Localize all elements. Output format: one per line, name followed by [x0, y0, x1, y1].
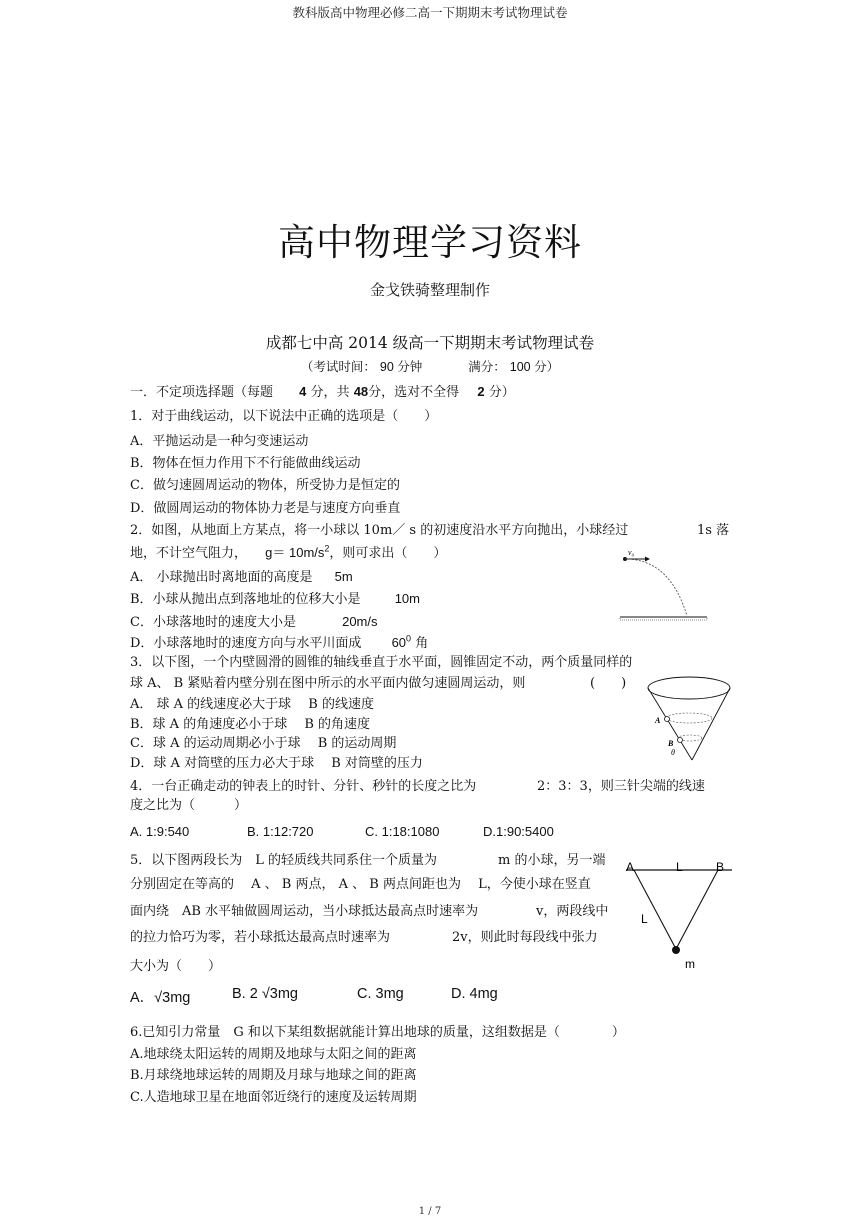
q4-stem-line1: 4．一台正确走动的钟表上的时针、分针、秒针的长度之比为: [130, 779, 477, 794]
q5-label-l-top: L: [676, 860, 683, 874]
q2-option-c-text: C．小球落地时的速度大小是: [130, 615, 296, 630]
q2-option-c-value: 20m/s: [342, 614, 378, 629]
exam-title: 成都七中高 2014 级高一下期期末考试物理试卷: [265, 334, 595, 352]
q2-arrow-head: [645, 557, 650, 562]
q5-line2: 分别固定在等高的 A 、 B 两点， A 、 B 两点间距也为 L，今使小球在竖直: [130, 877, 591, 892]
q3-paren: ( ): [590, 676, 627, 691]
q5-option-a: A．√3mg: [130, 990, 191, 1006]
q5-line1-tail: m 的小球，另一端: [498, 853, 606, 868]
page-header: 教科版高中物理必修二高一下期期末考试物理试卷: [292, 5, 568, 20]
q5-label-a: A: [626, 860, 635, 874]
q2-v0-label: v₀: [628, 548, 635, 557]
q3-orbit-a: [666, 713, 712, 723]
q5-line4-tail: 2v，则此时每段线中张力: [452, 930, 598, 945]
q6-option-b: B.月球绕地球运转的周期及月球与地球之间的距离: [130, 1068, 417, 1083]
section-num-3: 2: [477, 384, 485, 399]
q3-option-b: B．球 A 的角速度必小于球 B 的角速度: [130, 717, 371, 732]
q5-label-m: m: [685, 957, 695, 971]
section-text-d: 分）: [488, 385, 515, 400]
section-heading: [130, 381, 515, 400]
q5-option-b: B. 2 √3mg: [232, 986, 298, 1002]
q3-stem-line1: 3．以下图，一个内壁圆滑的圆锥的轴线垂直于水平面，圆锥固定不动，两个质量同样的: [130, 655, 633, 670]
q6-option-c: C.人造地球卫星在地面邻近绕行的速度及运转周期: [130, 1090, 417, 1105]
q5-ball: [672, 946, 680, 954]
q6-option-a: A.地球绕太阳运转的周期及地球与太阳之间的距离: [130, 1047, 417, 1062]
q5-line4: 的拉力恰巧为零，若小球抵达最高点时速率为: [130, 930, 391, 945]
section-num-1: 4: [299, 384, 307, 399]
q4-option-a: A. 1:9:540: [130, 824, 190, 839]
q3-option-d: D．球 A 对筒壁的压力必大于球 B 对筒壁的压力: [130, 756, 423, 771]
q5-label-b: B: [716, 860, 725, 874]
q5-line5: 大小为（ ）: [130, 959, 222, 974]
q2-option-a: [130, 566, 353, 585]
q1-option-d: D．做圆周运动的物体协力老是与速度方向垂直: [130, 501, 401, 516]
q5-option-d: D. 4mg: [451, 986, 498, 1002]
q5-string-b: [676, 870, 718, 949]
q1-stem: 1．对于曲线运动，以下说法中正确的选项是（ ）: [130, 409, 438, 424]
q1-option-c: C．做匀速圆周运动的物体，所受协力是恒定的: [130, 478, 400, 493]
page-number: 1 / 7: [418, 1206, 442, 1217]
q1-option-a: A．平抛运动是一种匀变速运动: [130, 434, 309, 449]
q2-stem-line2: [130, 542, 446, 561]
q2-option-b-text: B．小球从抛出点到落地址的位移大小是: [130, 592, 361, 607]
q3-label-b: B: [668, 739, 674, 748]
q2-option-d-tail: 角: [415, 636, 429, 651]
q2-option-d: [130, 632, 428, 651]
q4-stem-line1-tail: 2：3：3，则三针尖端的线速: [537, 779, 705, 794]
section-text-a: 一．不定项选择题（每题: [130, 385, 274, 400]
q2-stem2-a: 地，不计空气阻力，: [130, 546, 248, 561]
score-label: 满分：: [468, 359, 506, 374]
q5-label-l-side: L: [641, 912, 648, 926]
q2-option-b: [130, 588, 420, 607]
document-subtitle: 金戈铁骑整理制作: [369, 281, 490, 299]
q3-label-theta: θ: [671, 748, 675, 757]
q3-option-a: A． 球 A 的线速度必大于球 B 的线速度: [130, 697, 374, 712]
q2-stem-line1-tail: 1s 落: [697, 523, 730, 538]
q5-option-c: C. 3mg: [357, 986, 404, 1002]
time-value: 90 分钟: [379, 360, 423, 374]
document-title: 高中物理学习资料: [278, 221, 582, 264]
q5-line1: 5．以下图两段长为 L 的轻质线共同系住一个质量为: [130, 853, 438, 868]
score-value: 100 分）: [509, 360, 560, 374]
q2-option-d-value: 60: [391, 635, 407, 650]
q1-option-b: B．物体在恒力作用下不行能做曲线运动: [130, 456, 361, 471]
q4-option-d: D.1:90:5400: [483, 824, 554, 839]
q3-cone-rim: [648, 677, 730, 699]
q3-option-c: C．球 A 的运动周期必小于球 B 的运动周期: [130, 736, 397, 751]
q2-stem2-c: ，则可求出（ ）: [329, 546, 447, 561]
section-text-c: 分，选对不全得: [368, 385, 460, 400]
section-text-b: 分，共: [310, 385, 350, 400]
q2-stem2-g: g＝ 10m/s: [265, 545, 325, 560]
q5-triangle-figure: [620, 858, 735, 970]
q2-trajectory: [625, 559, 687, 616]
section-num-2: 48: [353, 384, 369, 399]
q6-stem: 6.已知引力常量 G 和以下某组数据就能计算出地球的质量，这组数据是（ ）: [130, 1025, 625, 1040]
q2-option-d-sup: 0: [406, 633, 412, 644]
exam-info: [0, 357, 860, 375]
q2-stem2-sup: 2: [324, 543, 330, 554]
q2-option-c: [130, 611, 378, 630]
time-label: （考试时间：: [300, 359, 376, 374]
q5-string-a: [634, 870, 676, 949]
q4-option-b: B. 1:12:720: [247, 824, 314, 839]
q2-stem-line1: 2．如图，从地面上方某点，将一小球以 10m／ s 的初速度沿水平方向抛出，小球经过: [130, 523, 629, 538]
q3-stem-line2: 球 A、 B 紧贴着内壁分别在图中所示的水平面内做匀速圆周运动，则: [130, 676, 526, 691]
q4-stem-line2: 度之比为（ ）: [130, 798, 248, 813]
q3-ball-a: [665, 717, 670, 722]
q2-projectile-figure: [615, 546, 715, 626]
q2-option-a-value: 5m: [334, 569, 353, 584]
q5-line3-tail: v，两段线中: [536, 904, 609, 919]
q3-ball-b: [678, 738, 683, 743]
q2-option-b-value: 10m: [394, 591, 420, 606]
q2-option-a-text: A． 小球抛出时离地面的高度是: [130, 570, 313, 585]
q3-label-a: A: [655, 716, 661, 725]
q3-cone-figure: [645, 674, 735, 764]
q4-option-c: C. 1:18:1080: [365, 824, 440, 839]
q5-line3: 面内绕 AB 水平轴做圆周运动，当小球抵达最高点时速率为: [130, 904, 479, 919]
q2-option-d-text: D．小球落地时的速度方向与水平川面成: [130, 636, 362, 651]
